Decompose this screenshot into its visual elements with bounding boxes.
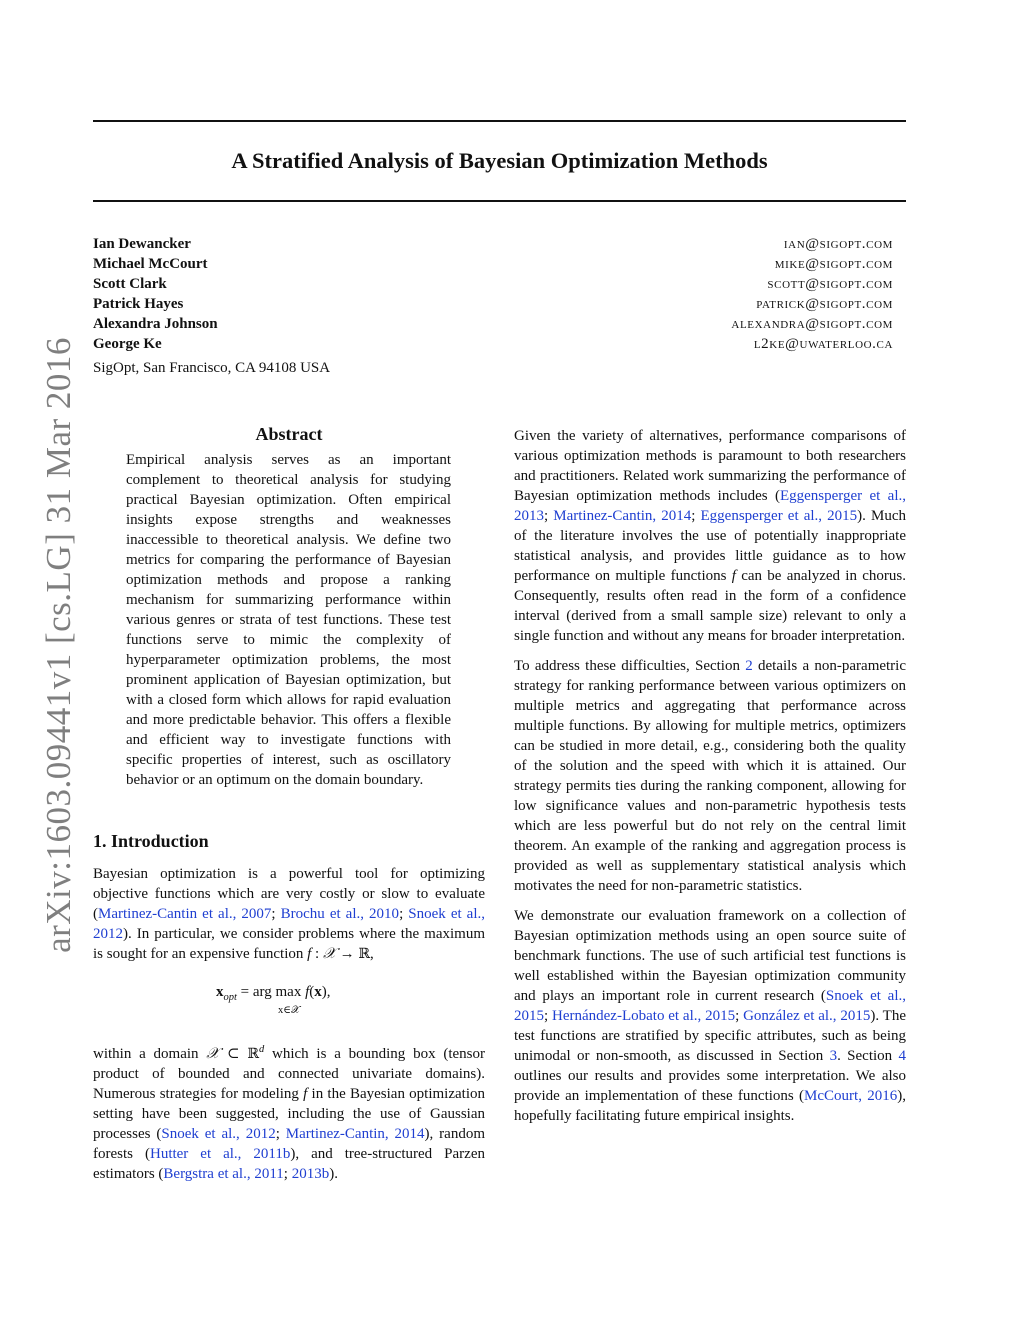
author-block [93,234,893,378]
math-symbol: ℝ [247,1046,259,1062]
math-subscript: opt [223,992,237,1003]
citation-link[interactable]: Brochu et al., 2010 [280,906,400,922]
citation-link[interactable]: Hutter et al., 2011b [149,1146,291,1162]
math-symbol: 𝒳 [322,946,336,962]
text-span: ; [275,1126,286,1142]
author-name: Michael McCourt [93,256,208,272]
intro-paragraph-1 [93,864,485,964]
right-paragraph-3 [514,906,906,1126]
abstract-heading: Abstract [255,424,323,444]
section-ref-link[interactable]: 2 [745,658,753,674]
author-row [93,254,893,274]
text-span: ; [691,508,701,524]
citation-link[interactable]: McCourt, 2016 [804,1088,898,1104]
text-span: ), hopefully facilitating future empirical insights. [514,1088,906,1124]
text-span: . Section [837,1048,899,1064]
right-paragraph-2 [514,656,906,896]
text-span: We demonstrate our evaluation framework on a collection of Bayesian optimization methods using an open source suite of benchmark functions. The use of such artificial test functions is well established within the Bayesian optimization community and plays an important role in current research ( [514,908,906,1004]
math-symbol: f [731,568,736,584]
math-symbol: f [303,1086,308,1102]
left-column [93,420,485,1184]
author-email: scott@sigopt.com [767,276,893,292]
math-symbol: ⊂ [219,1046,248,1062]
affiliation: SigOpt, San Francisco, CA 94108 USA [93,360,331,376]
citation-link[interactable]: Martinez-Cantin, 2014 [553,508,692,524]
math-symbol: = arg max [236,984,306,1000]
display-equation [93,976,485,1030]
text-span: ; [735,1008,744,1024]
math-symbol: ), [321,984,331,1000]
text-span: outlines our results and provides some interpretation. We also provide an implementation of these functions ( [514,1068,906,1104]
author-row [93,294,893,314]
math-superscript: d [258,1044,265,1055]
math-symbol: 𝒳 [206,1046,220,1062]
citation-link[interactable]: Snoek et al., 2012 [93,906,486,942]
text-span: , [370,946,374,962]
author-row [93,234,893,254]
author-row [93,334,893,354]
intro-paragraph-2 [93,1040,485,1184]
citation-link[interactable]: Bergstra et al., 2011 [163,1166,284,1182]
right-paragraph-1 [514,426,906,646]
author-row [93,274,893,294]
text-span: ). Much of the literature involves the use of potentially inappropriate statistical analysis, and provides little guidance as to how performance on multiple functions [514,508,906,584]
citation-link[interactable]: 2013b [291,1166,330,1182]
text-span: details a non-parametric strategy for ranking performance between various optimizers on multiple metrics and aggregating that performance across multiple functions. By allowing for multiple metrics, optimizers can be studied in more detail, e.g., considering both the quality of the solution and the speed with which it is attained. Our strategy permits ties during the ranking component, allowing for low significance values and non-parametric hypothesis tests which are less powerful but do not rely on the central limit theorem. An example of the ranking and aggregation process is provided as well as supplementary statistical analysis which motivates the need for non-parametric statistics. [514,658,907,894]
text-span: which is a bounding box (tensor product of bounded and connected univariate domains). Numerous strategies for modeling [93,1046,486,1102]
math-symbol: ℝ [358,946,371,962]
text-span: To address these difficulties, Section [514,658,746,674]
citation-link[interactable]: Eggensperger et al., 2013 [514,488,907,524]
text-span: within a domain [93,1046,207,1062]
citation-link[interactable]: Martinez-Cantin et al., 2007 [98,906,272,922]
text-span: ; [399,906,409,922]
author-name: Patrick Hayes [93,296,184,312]
math-symbol: : [311,946,323,962]
author-name: Ian Dewancker [93,236,191,252]
citation-link[interactable]: Snoek et al., 2015 [514,988,906,1024]
author-email: ian@sigopt.com [783,236,893,252]
author-name: Scott Clark [93,276,167,292]
text-span: ; [544,508,554,524]
author-email: mike@sigopt.com [774,256,893,272]
text-span: ), and tree-structured Parzen estimators ( [93,1146,485,1182]
section-ref-link[interactable]: 4 [898,1048,906,1064]
top-rule [93,120,906,122]
citation-link[interactable]: Martinez-Cantin, 2014 [285,1126,425,1142]
abstract-text: Empirical analysis serves as an important complement to theoretical analysis for studying practical Bayesian optimization. Often empirical insights expose strengths and weaknesses inaccessible to theoretical analysis. We define two metrics for comparing the performance of Bayesian optimization methods and propose a ranking mechanism for summarizing performance within various genres or strata of test functions. These test functions serve to mimic the complexity of hyperparameter optimization problems, the most prominent application of Bayesian optimization, but with a closed form which allows for rapid evaluation and more predictable behavior. This offers a flexible and efficient way to investigate functions with specific properties of interest, such as oscillatory behavior or an optimum on the domain boundary. [126,452,451,788]
section-ref-link[interactable]: 3 [829,1048,838,1064]
arxiv-id-text: arXiv:1603.09441v1 [cs.LG] 31 Mar 2016 [39,337,78,953]
citation-link[interactable]: González et al., 2015 [743,1008,871,1024]
equation-under: x∈𝒳 [278,1005,301,1016]
text-span: ; [544,1008,552,1024]
citation-link[interactable]: Hernández-Lobato et al., 2015 [552,1008,736,1024]
citation-link[interactable]: Snoek et al., 2012 [161,1126,276,1142]
citation-link[interactable]: Eggensperger et al., 2015 [700,508,858,524]
text-span: can be analyzed in chorus. Consequently, results often read in the form of a confidence interval (derived from a small sample size) relevant to only a single function and without any means for broader interpretation. [514,568,906,644]
author-email: l2ke@uwaterloo.ca [753,336,893,352]
math-symbol: f [307,946,312,962]
text-span: in the Bayesian optimization setting have been suggested, including the use of Gaussian processes ( [93,1086,485,1142]
text-span: ). [329,1166,338,1182]
title-bottom-rule [93,200,906,202]
section-heading-introduction: 1. Introduction [93,831,209,851]
math-symbol: x [314,984,322,1000]
math-symbol: x [216,984,224,1000]
text-span: ; [271,906,281,922]
author-email: patrick@sigopt.com [756,296,893,312]
math-symbol: → [335,946,359,962]
equation-main: $x_{opt}$ = arg max f(x), [216,984,331,1003]
author-email: alexandra@sigopt.com [731,316,893,332]
text-span: ), random forests ( [93,1126,486,1162]
text-span: ; [283,1166,292,1182]
math-symbol: f [305,984,310,1000]
right-column [514,426,906,1126]
author-name: George Ke [93,336,162,352]
text-span: ). The test functions are stratified by specific attributes, such as being unimodal or non-smooth, as discussed in Section [514,1008,907,1064]
author-row [93,314,893,334]
text-span: ). In particular, we consider problems where the maximum is sought for an expensive function [93,926,485,962]
text-span: Bayesian optimization is a powerful tool for optimizing objective functions which are very costly or slow to evaluate ( [93,866,485,922]
paper-title: A Stratified Analysis of Bayesian Optimization Methods [231,148,768,173]
author-name: Alexandra Johnson [93,316,218,332]
text-span: Given the variety of alternatives, performance comparisons of various optimization methods is paramount to both researchers and practitioners. Related work summarizing the performance of Bayesian optimization methods includes ( [514,428,906,504]
